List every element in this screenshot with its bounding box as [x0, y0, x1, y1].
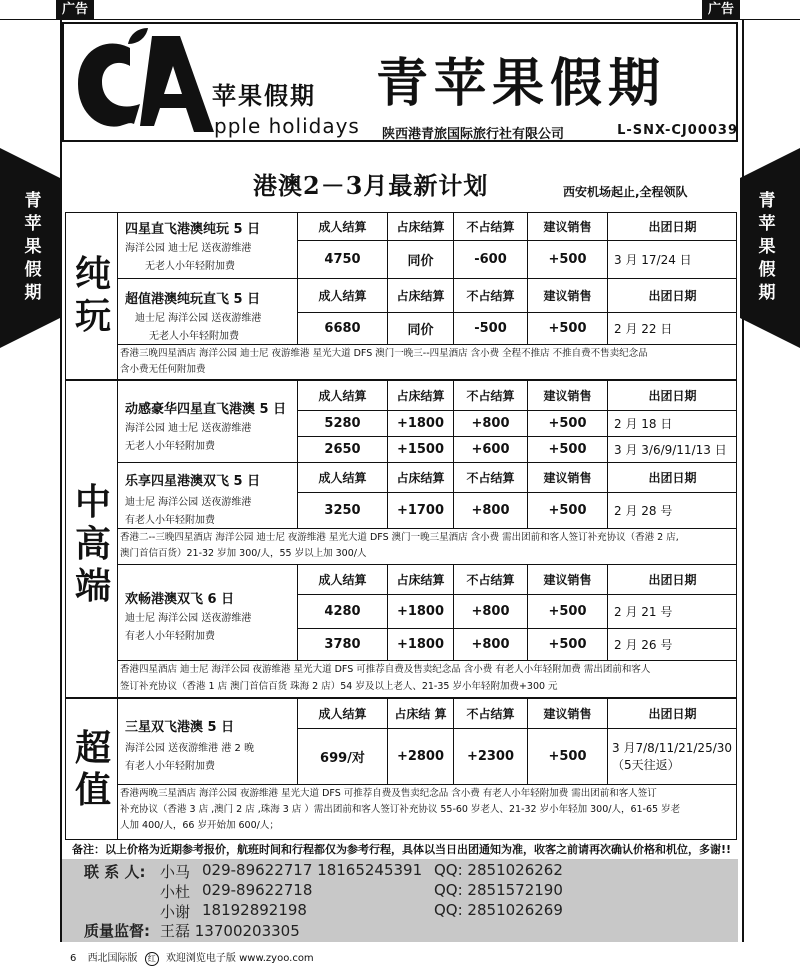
- product-desc: 无老人小年轻附加费: [149, 331, 239, 342]
- contact-name: 小谢: [160, 903, 191, 921]
- header-cell: 占床结算: [387, 212, 453, 240]
- header-cell: 出团日期: [607, 698, 737, 728]
- license-number: L-SNX-CJ00039: [617, 123, 738, 138]
- quality-label: 质量监督:: [84, 922, 150, 940]
- header-cell: 出团日期: [607, 380, 737, 410]
- price-nobed: +800: [453, 410, 527, 436]
- header-cell: 占床结算: [387, 462, 453, 492]
- apple-logo-icon: [68, 26, 218, 138]
- header-cell: 出团日期: [607, 564, 737, 594]
- header-cell: 不占结算: [453, 212, 527, 240]
- header-cell: 不占结算: [453, 380, 527, 410]
- header-cell: 建议销售: [527, 278, 607, 312]
- departure-date: 2 月 21 号: [607, 594, 737, 628]
- price-nobed: +600: [453, 436, 527, 462]
- header-cell: 出团日期: [607, 212, 737, 240]
- contact-qq: QQ: 2851026262: [434, 861, 563, 879]
- product-name: 超值港澳纯玩直飞 5 日: [125, 292, 261, 307]
- price-bed: +1500: [387, 436, 453, 462]
- product-desc: 迪士尼 海洋公园 送夜游维港: [125, 497, 252, 508]
- product-desc: 海洋公园 迪士尼 送夜游维港: [125, 243, 252, 254]
- price-adult: 2650: [297, 436, 387, 462]
- departure-date: 2 月 26 号: [607, 628, 737, 660]
- price-adult: 3250: [297, 492, 387, 528]
- product-desc: 无老人小年轻附加费: [125, 441, 215, 452]
- product-desc: 海洋公园 迪士尼 送夜游维港: [125, 423, 252, 434]
- header-cell: 不占结算: [453, 698, 527, 728]
- product-desc: 海洋公园 送夜游维港 港 2 晚: [125, 743, 255, 754]
- departure-date: 3 月 3/6/9/11/13 日: [607, 436, 737, 462]
- header-cell: 出团日期: [607, 462, 737, 492]
- product-desc: 迪士尼 海洋公园 送夜游维港: [135, 313, 262, 324]
- header-cell: 成人结算: [297, 278, 387, 312]
- departure-date-text: 3 月7/8/11/21/25/30: [612, 741, 733, 755]
- price-retail: +500: [527, 728, 607, 784]
- page-footer: [70, 949, 314, 966]
- product-name: 四星直飞港澳纯玩 5 日: [125, 222, 261, 237]
- price-retail: +500: [527, 312, 607, 344]
- header-cell: 占床结算: [387, 278, 453, 312]
- side-text-right: 青 苹 果 假 期: [758, 191, 776, 303]
- header-cell: 占床结 算: [387, 698, 453, 728]
- itinerary-note: 补充协议（香港 3 店 ,澳门 2 店 ,珠海 3 店 ）需出团前和客人签订补充协议 55-60 岁老人、21-32 岁小年轻加 300/人，61-65 岁老: [120, 804, 681, 815]
- price-bed: +1800: [387, 594, 453, 628]
- price-table: [65, 212, 737, 840]
- price-adult: 4280: [297, 594, 387, 628]
- itinerary-note: 含小费无任何附加费: [120, 364, 206, 375]
- price-nobed: -500: [453, 312, 527, 344]
- contact-qq: QQ: 2851572190: [434, 881, 563, 899]
- price-bed: +1700: [387, 492, 453, 528]
- price-adult: 3780: [297, 628, 387, 660]
- price-adult: 5280: [297, 410, 387, 436]
- contact-phone: 029-89622717 18165245391: [202, 861, 423, 879]
- price-retail: +500: [527, 628, 607, 660]
- product-desc: 有老人小年轻附加费: [125, 515, 215, 526]
- price-bed: 同价: [387, 240, 453, 278]
- edition: 西北国际版: [87, 953, 138, 964]
- quality-value: 王磊 13700203305: [160, 922, 300, 940]
- price-bed: +2800: [387, 728, 453, 784]
- header-cell: 建议销售: [527, 462, 607, 492]
- price-adult: 4750: [297, 240, 387, 278]
- price-nobed: +800: [453, 492, 527, 528]
- price-retail: +500: [527, 436, 607, 462]
- departure-date: 2 月 22 日: [607, 312, 737, 344]
- red-circle-icon: 红: [145, 952, 159, 966]
- product-name: 三星双飞港澳 5 日: [125, 720, 235, 735]
- price-nobed: +800: [453, 628, 527, 660]
- itinerary-note: 香港三晚四星酒店 海洋公园 迪士尼 夜游维港 星光大道 DFS 澳门一晚三--四星酒店 含小费 全程不推店 不推自费不售卖纪念品: [120, 348, 648, 359]
- price-nobed: -600: [453, 240, 527, 278]
- contact-block: [62, 859, 738, 942]
- plan-title: 港澳2－3月最新计划: [253, 171, 489, 200]
- category-label: 中高端: [74, 481, 111, 607]
- plan-subtitle: 西安机场起止,全程领队: [563, 185, 688, 199]
- itinerary-note: 澳门首信百货）21-32 岁加 300/人，55 岁以上加 300/人: [120, 548, 367, 559]
- product-desc: 有老人小年轻附加费: [125, 631, 215, 642]
- departure-date: [607, 728, 737, 784]
- product-desc: 无老人小年轻附加费: [145, 261, 235, 272]
- header-cell: 占床结算: [387, 380, 453, 410]
- side-text-left: 青 苹 果 假 期: [24, 191, 42, 303]
- contact-name: 小杜: [160, 883, 191, 901]
- product-desc: 有老人小年轻附加费: [125, 761, 215, 772]
- header-cell: 建议销售: [527, 698, 607, 728]
- ad-tag-left: 广告: [56, 0, 94, 20]
- bottom-disclaimer: 备注：以上价格为近期参考报价，航班时间和行程都仅为参考行程，具体以当日出团通知为准，收客之前请再次确认价格和机位，多谢!!: [72, 843, 732, 856]
- header-cell: 不占结算: [453, 462, 527, 492]
- product-name: 动感豪华四星直飞港澳 5 日: [125, 402, 287, 417]
- header-cell: 成人结算: [297, 380, 387, 410]
- page-number: 6: [70, 953, 77, 964]
- itinerary-note: 签订补充协议（香港 1 店 澳门首信百货 珠海 2 店）54 岁及以上老人、21-35 岁小年轻附加费+300 元: [120, 681, 558, 692]
- category-label: 超值: [74, 727, 111, 811]
- price-bed: +1800: [387, 410, 453, 436]
- header-cell: 成人结算: [297, 698, 387, 728]
- departure-date: 2 月 28 号: [607, 492, 737, 528]
- header-cell: 成人结算: [297, 212, 387, 240]
- contact-label: 联 系 人:: [84, 863, 146, 881]
- brand-chinese: 苹果假期: [212, 81, 316, 110]
- company-line: [382, 123, 738, 142]
- price-nobed: +2300: [453, 728, 527, 784]
- header-cell: 建议销售: [527, 212, 607, 240]
- header-cell: 出团日期: [607, 278, 737, 312]
- header-cell: 成人结算: [297, 564, 387, 594]
- header-banner: [62, 22, 738, 142]
- brand-english: pple holidays: [214, 114, 360, 138]
- departure-date: 3 月 17/24 日: [607, 240, 737, 278]
- product-desc: 迪士尼 海洋公园 送夜游维港: [125, 613, 252, 624]
- product-name: 欢畅港澳双飞 6 日: [125, 592, 235, 607]
- price-bed: 同价: [387, 312, 453, 344]
- header-cell: 建议销售: [527, 564, 607, 594]
- price-retail: +500: [527, 410, 607, 436]
- departure-date: 2 月 18 日: [607, 410, 737, 436]
- price-retail: +500: [527, 240, 607, 278]
- price-retail: +500: [527, 492, 607, 528]
- company-name: 陕西港青旅国际旅行社有限公司: [382, 127, 565, 142]
- page-title: 青苹果假期: [376, 53, 667, 114]
- ad-tag-right: 广告: [702, 0, 740, 20]
- contact-phone: 18192892198: [202, 901, 307, 919]
- footer-text: 欢迎浏览电子版 www.zyoo.com: [165, 953, 314, 964]
- category-label: 纯玩: [74, 253, 111, 337]
- price-nobed: +800: [453, 594, 527, 628]
- header-cell: 不占结算: [453, 278, 527, 312]
- header-cell: 建议销售: [527, 380, 607, 410]
- price-retail: +500: [527, 594, 607, 628]
- contact-qq: QQ: 2851026269: [434, 901, 563, 919]
- itinerary-note: 人加 400/人，66 岁开始加 600/人；: [120, 820, 279, 831]
- contact-name: 小马: [160, 863, 191, 881]
- price-adult: 699/对: [297, 728, 387, 784]
- contact-phone: 029-89622718: [202, 881, 313, 899]
- header-cell: 占床结算: [387, 564, 453, 594]
- departure-date-extra: （5天往返）: [612, 758, 680, 772]
- price-adult: 6680: [297, 312, 387, 344]
- product-name: 乐享四星港澳双飞 5 日: [125, 474, 261, 489]
- itinerary-note: 香港四星酒店 迪士尼 海洋公园 夜游维港 星光大道 DFS 可推荐自费及售卖纪念品 含小费 有老人小年轻附加费 需出团前和客人: [120, 664, 651, 675]
- itinerary-note: 香港两晚三星酒店 海洋公园 夜游维港 星光大道 DFS 可推荐自费及售卖纪念品 含小费 有老人小年轻附加费 需出团前和客人签订: [120, 788, 657, 799]
- header-cell: 不占结算: [453, 564, 527, 594]
- itinerary-note: 香港二--三晚四星酒店 海洋公园 迪士尼 夜游维港 星光大道 DFS 澳门一晚三星酒店 含小费 需出团前和客人签订补充协议（香港 2 店,: [120, 532, 679, 543]
- price-bed: +1800: [387, 628, 453, 660]
- header-cell: 成人结算: [297, 462, 387, 492]
